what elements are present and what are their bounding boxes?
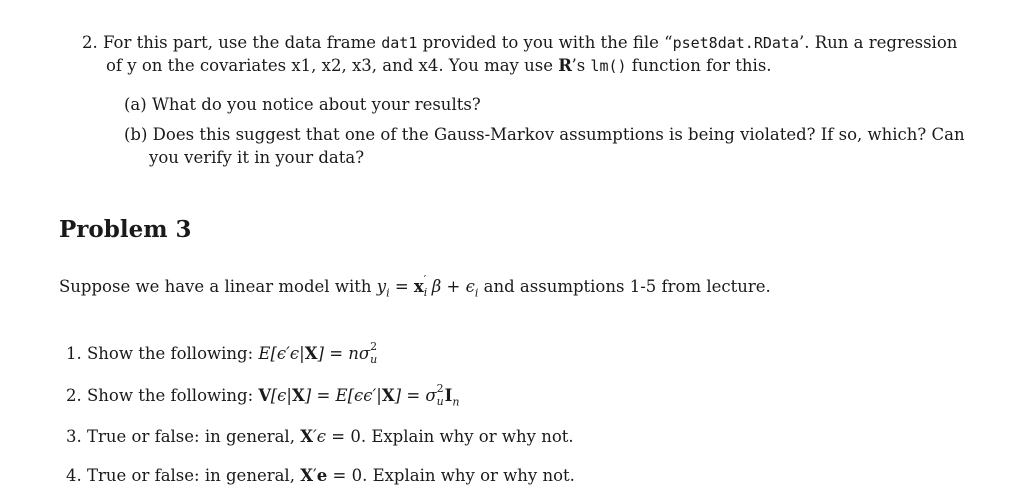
code-lm: lm() <box>590 57 627 75</box>
item1-text: 1. Show the following: <box>66 344 259 363</box>
item4-end: . Explain why or why not. <box>362 466 575 485</box>
part2-line2-text: of y on the covariates x1, x2, x3, and x4. You may use <box>106 56 559 75</box>
problem3-item1 <box>66 340 378 366</box>
part2-line2-mid: ’s <box>571 56 591 75</box>
part2-item-a: (a) What do you notice about your results? <box>124 95 481 114</box>
part2-line1-end: ’. Run a regression <box>799 33 958 52</box>
code-dat1: dat1 <box>381 34 418 52</box>
item2-text: 2. Show the following: <box>66 386 259 405</box>
intro-text: Suppose we have a linear model with <box>59 277 377 296</box>
problem3-item2 <box>66 382 460 409</box>
item2-equation: V[ϵ|X] = E[ϵϵ′|X] = σ 2 u $I_n$ <box>258 382 460 409</box>
problem3-heading: Problem 3 <box>59 216 192 243</box>
part2-item-b-line2: you verify it in your data? <box>149 148 365 167</box>
item3-equation: X′ϵ = 0 <box>300 427 361 446</box>
part2-line1-text: 2. For this part, use the data frame <box>82 33 382 52</box>
model-equation: $y_i = x$ ′ i $\beta + \epsilon_i$ <box>376 273 479 300</box>
intro-end: and assumptions 1-5 from lecture. <box>478 277 771 296</box>
item4-equation: X′e = 0 <box>300 466 363 485</box>
item4-text: 4. True or false: in general, <box>66 466 301 485</box>
part2-line1-mid: provided to you with the file “ <box>417 33 673 52</box>
part2-line1 <box>82 33 957 53</box>
problem3-item3 <box>66 427 574 447</box>
problem3-item4 <box>66 466 575 486</box>
part2-line2-end: function for this. <box>626 56 772 75</box>
item1-equation: E[ϵ′ϵ|X] = nσ 2 u <box>258 340 378 366</box>
item3-end: . Explain why or why not. <box>360 427 574 446</box>
part2-item-b-line1: (b) Does this suggest that one of the Gauss-Markov assumptions is being violated? If so, which? Can <box>124 125 965 144</box>
code-filename: pset8dat.RData <box>672 34 799 52</box>
problem3-intro <box>59 273 771 300</box>
part2-line2 <box>106 56 772 76</box>
item3-text: 3. True or false: in general, <box>66 427 301 446</box>
r-logo-text: R <box>558 56 572 75</box>
